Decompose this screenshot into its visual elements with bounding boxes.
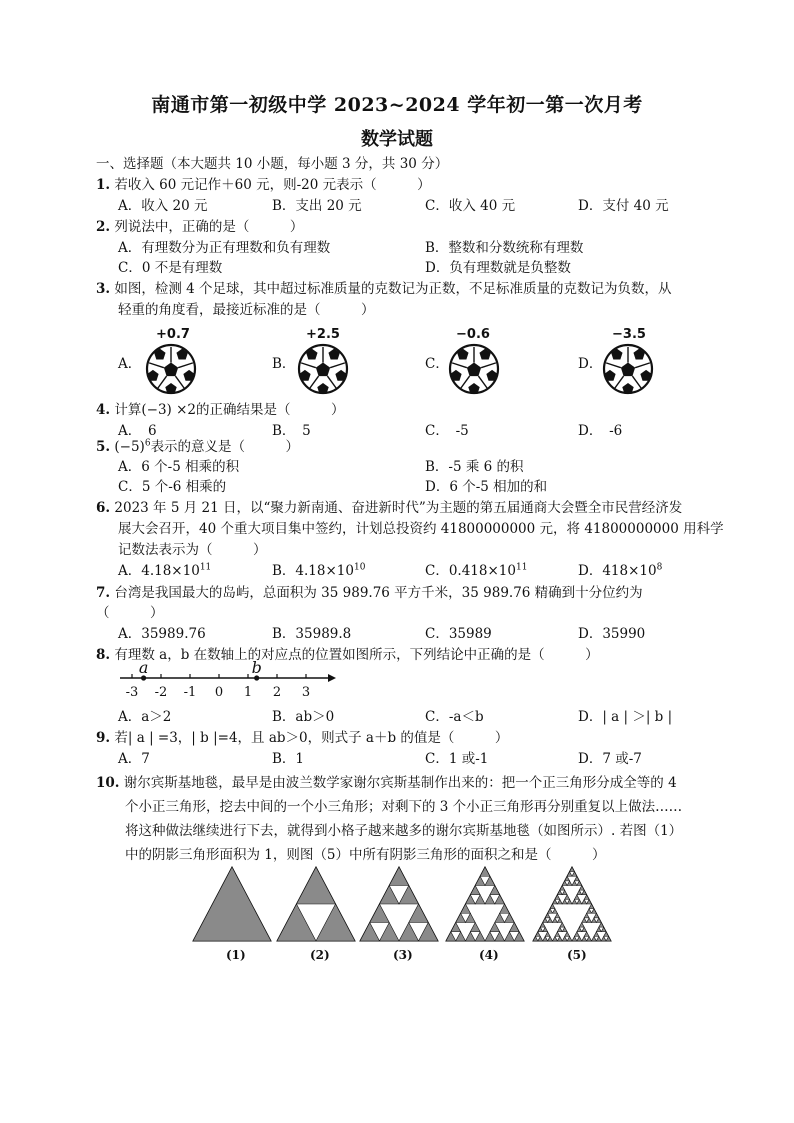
question-number: 8.: [96, 647, 111, 663]
figure-caption-2: (2): [310, 948, 330, 962]
question-6-cont: 记数法表示为（ ）: [118, 542, 267, 558]
shaded-triangle: [480, 867, 490, 876]
question-3-cont: 轻重的角度看，最接近标准的是（ ）: [118, 302, 375, 318]
question-1: [96, 176, 431, 194]
sierpinski-figures: [190, 865, 610, 945]
question-text: [114, 439, 299, 455]
q4-option-b[interactable]: B． 5: [272, 423, 311, 439]
ball-label-b: +2.5: [306, 327, 340, 342]
option-text: A．4.18×10: [118, 563, 200, 579]
sierpinski-figure-3: [360, 867, 438, 941]
power-base: (−5): [114, 439, 145, 455]
q3-option-d[interactable]: D．: [578, 356, 603, 372]
q2-option-a[interactable]: A．有理数分为正有理数和负有理数: [118, 240, 331, 256]
question-number: 1.: [96, 177, 111, 193]
tick-label: 0: [214, 685, 224, 700]
question-text: 谢尔宾斯基地毯，最早是由波兰数学家谢尔宾斯基制作出来的：把一个正三角形分成全等的 4: [123, 775, 677, 791]
question-text: 若| a | =3，| b |=4，且 ab＞0，则式子 a＋b 的值是（ ）: [114, 730, 509, 746]
question-9: [96, 729, 508, 747]
question-number: 7.: [96, 585, 111, 601]
question-text: 有理数 a，b 在数轴上的对应点的位置如图所示，下列结论中正确的是（ ）: [114, 647, 599, 663]
shaded-triangle: [297, 867, 336, 904]
question-text: 计算(−3) ×2的正确结果是（ ）: [114, 402, 345, 418]
tick-label: 2: [272, 685, 282, 700]
ball-label-d: −3.5: [612, 327, 646, 342]
q7-option-c[interactable]: C．35989: [425, 626, 492, 642]
figure-caption-1: (1): [226, 948, 246, 962]
option-exponent: 11: [199, 562, 212, 573]
question-number: 6.: [96, 500, 111, 516]
section-heading: 一、选择题（本大题共 10 小题，每小题 3 分，共 30 分）: [96, 156, 449, 172]
q4-option-c[interactable]: C． -5: [425, 423, 469, 439]
figure-caption-4: (4): [479, 948, 499, 962]
sierpinski-figure-2: [277, 867, 355, 941]
soccer-ball-icon: [448, 343, 500, 395]
q9-option-d[interactable]: D．7 或-7: [578, 751, 642, 767]
ball-label-c: −0.6: [456, 327, 490, 342]
option-text: D．418×10: [578, 563, 657, 579]
q2-option-b[interactable]: B．整数和分数统称有理数: [425, 240, 584, 256]
option-text: B．4.18×10: [272, 563, 354, 579]
question-2: [96, 218, 303, 236]
question-8: [96, 646, 599, 664]
question-4: [96, 401, 345, 419]
page-title: 南通市第一初级中学 2023~2024 学年初一第一次月考: [151, 94, 643, 116]
question-number: 9.: [96, 730, 111, 746]
question-number: 10.: [96, 775, 120, 791]
q8-option-c[interactable]: C．-a＜b: [425, 709, 484, 725]
q6-option-b[interactable]: [272, 562, 365, 580]
power-exponent: 6: [144, 438, 151, 449]
q6-option-d[interactable]: [578, 562, 662, 580]
question-7: [96, 584, 643, 602]
soccer-ball-icon: [602, 343, 654, 395]
shaded-triangle: [193, 867, 271, 941]
question-6-cont: 展大会召开，40 个重大项目集中签约，计划总投资约 41800000000 元，将 41800000000 用科学: [118, 521, 724, 537]
tick-label: -1: [183, 685, 197, 700]
q8-option-d[interactable]: D．| a | ＞| b |: [578, 709, 673, 725]
q6-option-a[interactable]: [118, 562, 211, 580]
figure-caption-3: (3): [393, 948, 413, 962]
question-10-cont: 中的阴影三角形面积为 1，则图（5）中所有阴影三角形的面积之和是（ ）: [125, 847, 606, 863]
question-text: 若收入 60 元记作＋60 元，则-20 元表示（ ）: [114, 177, 431, 193]
q7-option-b[interactable]: B．35989.8: [272, 626, 352, 642]
question-text: 台湾是我国最大的岛屿，总面积为 35 989.76 平方千米，35 989.76 精确到十分位约为: [114, 585, 643, 601]
q1-option-b[interactable]: B．支出 20 元: [272, 198, 362, 214]
ball-label-a: +0.7: [156, 327, 190, 342]
question-3: [96, 280, 672, 298]
question-7-cont: （ ）: [96, 605, 164, 621]
q1-option-c[interactable]: C．收入 40 元: [425, 198, 516, 214]
question-number: 2.: [96, 219, 111, 235]
question-number: 5.: [96, 439, 111, 455]
sierpinski-figure-4: [446, 867, 524, 941]
q5-option-b[interactable]: B．-5 乘 6 的积: [425, 459, 524, 475]
q3-option-a[interactable]: A．: [118, 356, 142, 372]
q4-option-d[interactable]: D． -6: [578, 423, 623, 439]
q7-option-d[interactable]: D．35990: [578, 626, 646, 642]
page-subtitle: 数学试题: [361, 129, 433, 150]
q9-option-a[interactable]: A．7: [118, 751, 150, 767]
question-number: 3.: [96, 281, 111, 297]
sierpinski-figure-1: [193, 867, 271, 941]
question-text-rest: 表示的意义是（ ）: [150, 439, 300, 455]
tick-label: 3: [301, 685, 311, 700]
q2-option-d[interactable]: D．负有理数就是负整数: [425, 260, 571, 276]
option-exponent: 8: [656, 562, 663, 573]
question-number: 4.: [96, 402, 111, 418]
q5-option-d[interactable]: D．6 个-5 相加的和: [425, 479, 548, 495]
point-b-label: b: [251, 658, 262, 677]
tick-label: 1: [243, 685, 253, 700]
q9-option-b[interactable]: B．1: [272, 751, 305, 767]
q5-option-c[interactable]: C．5 个-6 相乘的: [118, 479, 227, 495]
point-a-label: a: [138, 658, 149, 677]
q4-option-a[interactable]: A． 6: [118, 423, 157, 439]
soccer-ball-icon: [145, 343, 197, 395]
option-text: C．0.418×10: [425, 563, 516, 579]
q7-option-a[interactable]: A．35989.76: [118, 626, 206, 642]
question-text: 列说法中，正确的是（ ）: [114, 219, 304, 235]
q3-option-b[interactable]: B．: [272, 356, 296, 372]
question-10: [96, 774, 677, 792]
question-text: 2023 年 5 月 21 日，以“聚力新南通、奋进新时代”为主题的第五届通商大会暨全市民营经济发: [114, 500, 683, 516]
q2-option-c[interactable]: C．0 不是有理数: [118, 260, 223, 276]
q8-option-a[interactable]: A．a＞2: [118, 709, 172, 725]
question-10-cont: 个小正三角形，挖去中间的一个小三角形；对剩下的 3 个小正三角形再分别重复以上做法……: [125, 799, 683, 815]
question-text: 如图，检测 4 个足球，其中超过标准质量的克数记为正数，不足标准质量的克数记为负数，从: [114, 281, 672, 297]
question-6: [96, 499, 682, 517]
q1-option-a[interactable]: A．收入 20 元: [118, 198, 208, 214]
q6-option-c[interactable]: [425, 562, 527, 580]
option-exponent: 10: [353, 562, 366, 573]
option-exponent: 11: [515, 562, 528, 573]
question-10-cont: 将这种做法继续进行下去，就得到小格子越来越多的谢尔宾斯基地毯（如图所示）. 若图（1）: [125, 823, 683, 839]
q8-option-b[interactable]: B．ab＞0: [272, 709, 335, 725]
shaded-triangle: [389, 867, 409, 886]
sierpinski-figure-5: [533, 867, 611, 941]
question-5: [96, 438, 299, 456]
q3-option-c[interactable]: C．: [425, 356, 449, 372]
soccer-ball-icon: [297, 343, 349, 395]
q1-option-d[interactable]: D．支付 40 元: [578, 198, 669, 214]
figure-caption-5: (5): [567, 948, 587, 962]
tick-label: -3: [125, 685, 139, 700]
q5-option-a[interactable]: A．6 个-5 相乘的积: [118, 459, 240, 475]
q9-option-c[interactable]: C．1 或-1: [425, 751, 489, 767]
number-line: [116, 658, 336, 704]
axis-arrow-icon: [328, 674, 336, 682]
tick-label: -2: [154, 685, 168, 700]
